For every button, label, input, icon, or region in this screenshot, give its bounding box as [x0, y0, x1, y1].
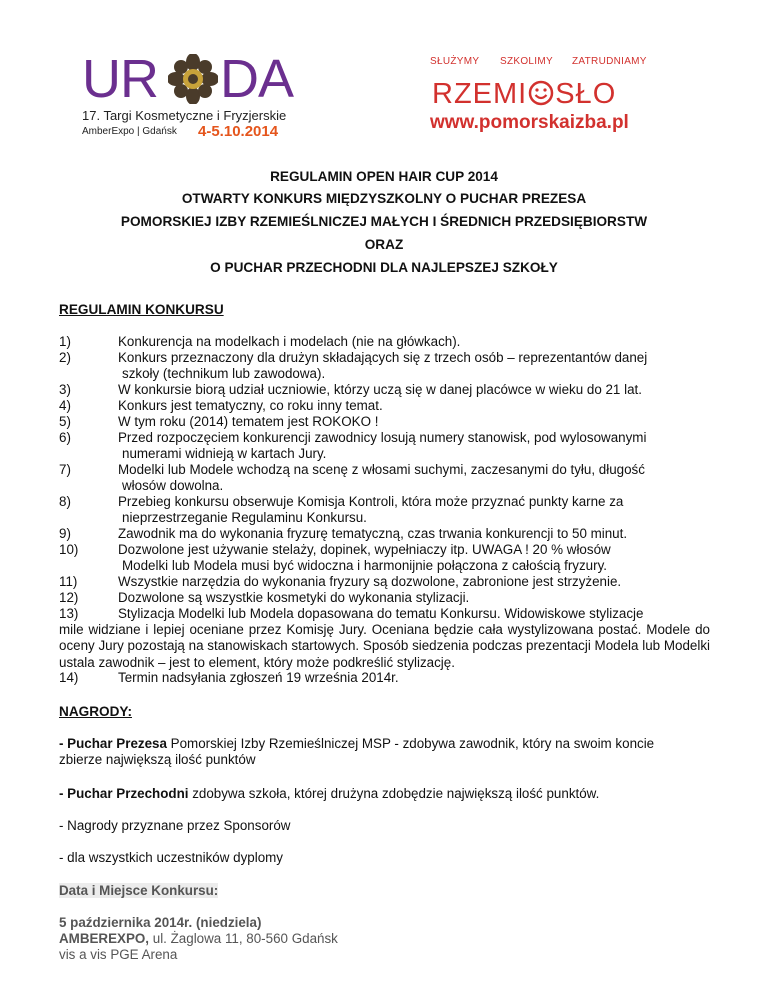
- rule-13-text: Stylizacja Modelki lub Modela dopasowana do tematu Konkursu. Widowiskowe stylizacje: [118, 606, 644, 621]
- uroda-logo-subtitle: 17. Targi Kosmetyczne i Fryzjerskie: [82, 108, 287, 123]
- rule-4-number: 4): [59, 398, 71, 413]
- rule-8-continuation: nieprzestrzeganie Regulaminu Konkursu.: [122, 510, 367, 525]
- prize-3: - Nagrody przyznane przez Sponsorów: [59, 818, 291, 833]
- event-date: 5 października 2014r. (niedziela): [59, 915, 262, 930]
- flower-icon: [168, 54, 218, 104]
- event-heading: Data i Miejsce Konkursu:: [59, 883, 219, 898]
- uroda-fair-logo: [82, 49, 302, 142]
- slogan-word-2: SZKOLIMY: [500, 56, 553, 67]
- rule-8-text: Przebieg konkursu obserwuje Komisja Kontroli, która może przyznać punkty karne za: [118, 494, 624, 509]
- prizes-heading: NAGRODY:: [59, 704, 132, 719]
- prize-4: - dla wszystkich uczestników dyplomy: [59, 850, 283, 865]
- rule-6-text: Przed rozpoczęciem konkurencji zawodnicy losują numery stanowisk, pod wylosowanymi: [118, 430, 647, 445]
- prize-2-title: - Puchar Przechodni: [59, 786, 189, 801]
- rule-9-number: 9): [59, 526, 71, 541]
- rules-heading: REGULAMIN KONKURSU: [59, 302, 224, 317]
- prize-1-title: - Puchar Prezesa: [59, 736, 167, 751]
- prize-2: [59, 786, 599, 801]
- event-venue: [59, 931, 338, 946]
- slogan-word-3: ZATRUDNIAMY: [572, 56, 647, 67]
- rule-10-text: Dozwolone jest używanie stelaży, dopinek, wypełniaczy itp. UWAGA ! 20 % włosów: [118, 542, 611, 557]
- prize-2-text: zdobywa szkoła, której drużyna zdobędzie największą ilość punktów.: [188, 786, 600, 801]
- event-venue-name: AMBEREXPO,: [59, 931, 150, 946]
- prize-1-text: Pomorskiej Izby Rzemieślniczej MSP - zdobywa zawodnik, który na swoim koncie zbierze największą ilość punktów: [59, 736, 655, 768]
- rule-10-continuation: Modelki lub Modela musi być widoczna i harmonijnie połączona z całością fryzury.: [122, 558, 608, 573]
- rule-13-paragraph: mile widziane i lepiej oceniane przez Komisję Jury. Oceniana będzie cała wystylizowana postać. Modele do oceny Jury pozostają na stanowiskach startowych. Sposób siedzenia podczas prezentacji Modela lub Modelki ustala zawodnik – jest to element, który może podkreślić stylizację.: [59, 622, 710, 670]
- rule-14-number: 14): [59, 670, 79, 685]
- title-line-2: OTWARTY KONKURS MIĘDZYSZKOLNY O PUCHAR PREZESA: [181, 191, 587, 206]
- smiley-icon: [528, 80, 554, 106]
- rule-7-text: Modelki lub Modele wchodzą na scenę z włosami suchymi, zaczesanymi do tyłu, długość: [118, 462, 645, 477]
- title-line-5: O PUCHAR PRZECHODNI DLA NAJLEPSZEJ SZKOŁY: [210, 260, 558, 275]
- rule-5-number: 5): [59, 414, 71, 429]
- rule-13-number: 13): [59, 606, 79, 621]
- rule-4-text: Konkurs jest tematyczny, co roku inny temat.: [118, 398, 383, 413]
- rule-11-number: 11): [59, 574, 78, 589]
- rule-10-number: 10): [59, 542, 79, 557]
- uroda-logo-date: 4-5.10.2014: [198, 123, 279, 140]
- rule-7-number: 7): [59, 462, 71, 477]
- rule-2-continuation: szkoły (technikum lub zawodowa).: [122, 366, 326, 381]
- rzemioslo-logo: [430, 56, 660, 140]
- rule-7-continuation: włosów dowolna.: [122, 478, 224, 493]
- uroda-logo-right-word: DA: [220, 49, 294, 109]
- rule-3-text: W konkursie biorą udział uczniowie, którzy uczą się w danej placówce w wieku do 21 lat.: [118, 382, 642, 397]
- rule-8-number: 8): [59, 494, 71, 509]
- title-line-1: REGULAMIN OPEN HAIR CUP 2014: [270, 169, 498, 184]
- rule-6-number: 6): [59, 430, 71, 445]
- rzemioslo-name-right: SŁO: [555, 78, 617, 110]
- rule-2-text: Konkurs przeznaczony dla drużyn składających się z trzech osób – reprezentantów danej: [118, 350, 648, 365]
- uroda-logo-left-word: UR: [82, 49, 158, 109]
- rule-5-text: W tym roku (2014) tematem jest ROKOKO !: [118, 414, 379, 429]
- rule-6-continuation: numerami widnieją w kartach Jury.: [122, 446, 327, 461]
- event-venue-note: vis a vis PGE Arena: [59, 947, 178, 962]
- rule-14-text: Termin nadsyłania zgłoszeń 19 września 2014r.: [118, 670, 399, 685]
- event-venue-address: ul. Żaglowa 11, 80-560 Gdańsk: [149, 931, 338, 946]
- uroda-logo-venue: AmberExpo | Gdańsk: [82, 126, 177, 137]
- rule-1-text: Konkurencja na modelkach i modelach (nie na główkach).: [118, 334, 461, 349]
- rzemioslo-name-left: RZEMI: [432, 78, 528, 110]
- rule-11-text: Wszystkie narzędzia do wykonania fryzury są dozwolone, zabronione jest strzyżenie.: [118, 574, 622, 589]
- rule-12-number: 12): [59, 590, 79, 605]
- rule-1-number: 1): [59, 334, 71, 349]
- title-line-3: POMORSKIEJ IZBY RZEMIEŚLNICZEJ MAŁYCH I ŚREDNICH PRZEDSIĘBIORSTW: [120, 214, 648, 229]
- prize-1: [59, 736, 679, 769]
- slogan-word-1: SŁUŻYMY: [430, 56, 480, 67]
- rule-9-text: Zawodnik ma do wykonania fryzurę tematyczną, czas trwania konkurencji to 50 minut.: [118, 526, 628, 541]
- rzemioslo-name: [432, 78, 616, 110]
- rule-2-number: 2): [59, 350, 71, 365]
- rule-12-text: Dozwolone są wszystkie kosmetyki do wykonania stylizacji.: [118, 590, 470, 605]
- rzemioslo-url[interactable]: www.pomorskaizba.pl: [430, 112, 629, 133]
- title-line-4: ORAZ: [364, 237, 404, 252]
- rule-3-number: 3): [59, 382, 71, 397]
